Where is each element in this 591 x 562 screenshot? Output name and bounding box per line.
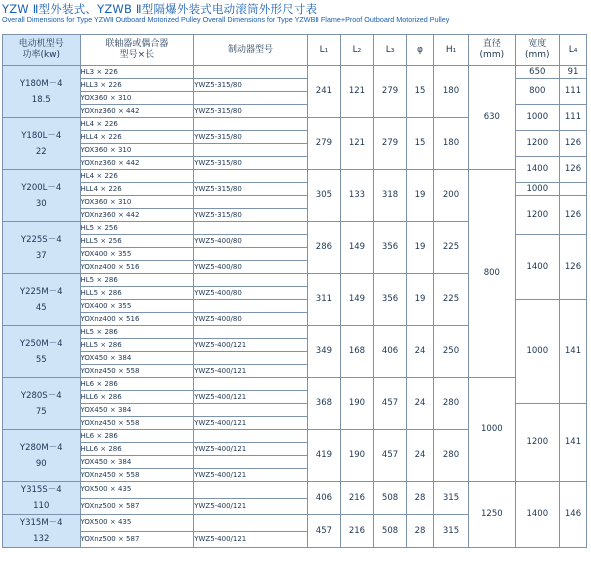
coupling-cell: HLL6 × 286 — [80, 391, 194, 404]
brake-cell — [194, 456, 308, 469]
l1-cell: 279 — [307, 118, 340, 170]
table-row — [3, 66, 587, 79]
l3-cell: 406 — [374, 326, 407, 378]
brake-cell — [194, 430, 308, 443]
h1-cell: 200 — [433, 170, 468, 222]
brake-cell — [194, 248, 308, 261]
h1-cell: 180 — [433, 118, 468, 170]
coupling-cell: HL5 × 286 — [80, 326, 194, 339]
motor-model: Y250M－4 — [19, 338, 63, 349]
width-cell: 800 — [515, 79, 559, 105]
header-l1: L₁ — [307, 35, 340, 66]
coupling-cell: HL5 × 286 — [80, 274, 194, 287]
coupling-cell: HLL3 × 226 — [80, 79, 194, 92]
coupling-cell: YOXnz450 × 558 — [80, 469, 194, 482]
motor-power: 18.5 — [31, 94, 51, 105]
motor-model: Y280M－4 — [19, 442, 63, 453]
l2-cell: 216 — [340, 515, 373, 548]
header-width: 宽度 (mm) — [515, 35, 559, 66]
coupling-cell: HLL5 × 286 — [80, 339, 194, 352]
motor-power: 22 — [35, 146, 47, 157]
motor-power: 75 — [35, 406, 47, 417]
coupling-cell: YOX450 × 384 — [80, 404, 194, 417]
table-row — [3, 378, 587, 391]
h1-cell: 180 — [433, 66, 468, 118]
l4-cell: 126 — [560, 235, 587, 300]
coupling-cell: YOXnz400 × 516 — [80, 313, 194, 326]
motor-model-cell — [3, 66, 81, 118]
l4-cell: 146 — [560, 482, 587, 548]
brake-cell: YWZ5-315/80 — [194, 79, 308, 92]
l4-cell: 141 — [560, 404, 587, 482]
motor-model: Y200L－4 — [21, 182, 62, 193]
brake-cell: YWZ5-315/80 — [194, 183, 308, 196]
l4-cell: 126 — [560, 157, 587, 183]
l3-cell: 508 — [374, 515, 407, 548]
brake-cell — [194, 92, 308, 105]
l3-cell: 356 — [374, 274, 407, 326]
l1-cell: 457 — [307, 515, 340, 548]
brake-cell — [194, 482, 308, 499]
l2-cell: 149 — [340, 222, 373, 274]
l3-cell: 457 — [374, 378, 407, 430]
motor-power: 45 — [35, 302, 47, 313]
motor-model: Y180L－4 — [21, 130, 62, 141]
l3-cell: 356 — [374, 222, 407, 274]
header-brake: 制动器型号 — [194, 35, 308, 66]
motor-model-cell — [3, 515, 81, 548]
phi-cell: 28 — [407, 482, 434, 515]
dimensions-table — [2, 34, 587, 548]
coupling-cell: YOX360 × 310 — [80, 92, 194, 105]
coupling-cell: YOX400 × 355 — [80, 248, 194, 261]
l4-cell — [560, 183, 587, 196]
l2-cell: 121 — [340, 118, 373, 170]
l4-cell: 126 — [560, 196, 587, 235]
brake-cell — [194, 196, 308, 209]
brake-cell: YWZ5-400/80 — [194, 261, 308, 274]
l4-cell: 111 — [560, 105, 587, 131]
motor-model: Y315S－4 — [20, 485, 62, 495]
brake-cell — [194, 300, 308, 313]
h1-cell: 225 — [433, 222, 468, 274]
coupling-cell: YOXnz500 × 587 — [80, 498, 194, 515]
brake-cell: YWZ5-400/80 — [194, 287, 308, 300]
motor-power: 110 — [33, 501, 50, 511]
l3-cell: 279 — [374, 66, 407, 118]
brake-cell: YWZ5-400/80 — [194, 313, 308, 326]
coupling-cell: HL6 × 286 — [80, 378, 194, 391]
brake-cell: YWZ5-400/121 — [194, 339, 308, 352]
coupling-cell: YOXnz400 × 516 — [80, 261, 194, 274]
l1-cell: 349 — [307, 326, 340, 378]
l3-cell: 457 — [374, 430, 407, 482]
brake-cell: YWZ5-400/80 — [194, 235, 308, 248]
motor-model-cell — [3, 430, 81, 482]
brake-cell: YWZ5-315/80 — [194, 131, 308, 144]
brake-cell: YWZ5-315/80 — [194, 157, 308, 170]
diameter-cell: 630 — [469, 66, 516, 170]
h1-cell: 315 — [433, 515, 468, 548]
h1-cell: 280 — [433, 378, 468, 430]
motor-model-cell — [3, 326, 81, 378]
width-cell: 1000 — [515, 105, 559, 131]
phi-cell: 24 — [407, 378, 434, 430]
l1-cell: 241 — [307, 66, 340, 118]
h1-cell: 315 — [433, 482, 468, 515]
l3-cell: 279 — [374, 118, 407, 170]
diameter-cell: 1250 — [469, 482, 516, 548]
l1-cell: 368 — [307, 378, 340, 430]
motor-model-cell — [3, 170, 81, 222]
header-diameter: 直径 (mm) — [469, 35, 516, 66]
header-h1: H₁ — [433, 35, 468, 66]
width-cell: 650 — [515, 66, 559, 79]
l4-cell: 91 — [560, 66, 587, 79]
l2-cell: 121 — [340, 66, 373, 118]
width-cell: 1000 — [515, 300, 559, 404]
brake-cell: YWZ5-400/121 — [194, 365, 308, 378]
header-motor: 电动机型号 功率(kw) — [3, 35, 81, 66]
l3-cell: 318 — [374, 170, 407, 222]
page-title: YZW Ⅱ型外装式、YZWB Ⅱ型隔爆外装式电动滚筒外形尺寸表 — [2, 2, 318, 16]
motor-model-cell — [3, 378, 81, 430]
l1-cell: 311 — [307, 274, 340, 326]
coupling-cell: HLL4 × 226 — [80, 183, 194, 196]
table-row — [3, 482, 587, 499]
coupling-cell: YOX500 × 435 — [80, 515, 194, 532]
motor-model: Y315M－4 — [19, 518, 63, 528]
diameter-cell: 800 — [469, 170, 516, 378]
h1-cell: 280 — [433, 430, 468, 482]
brake-cell — [194, 222, 308, 235]
motor-model: Y280S－4 — [20, 390, 62, 401]
coupling-cell: HL4 × 226 — [80, 118, 194, 131]
coupling-cell: HLL5 × 256 — [80, 235, 194, 248]
motor-model: Y180M－4 — [19, 78, 63, 89]
l2-cell: 168 — [340, 326, 373, 378]
h1-cell: 225 — [433, 274, 468, 326]
width-cell: 1200 — [515, 404, 559, 482]
phi-cell: 24 — [407, 326, 434, 378]
motor-model-cell — [3, 482, 81, 515]
brake-cell: YWZ5-315/80 — [194, 105, 308, 118]
brake-cell: YWZ5-400/121 — [194, 417, 308, 430]
l1-cell: 305 — [307, 170, 340, 222]
motor-model-cell — [3, 222, 81, 274]
motor-power: 30 — [35, 198, 47, 209]
l1-cell: 419 — [307, 430, 340, 482]
page-subtitle: Overall Dimensions for Type YZWⅡ Outboard Motorized Pulley Overall Dimensions for Type YZWBⅡ Flame+Proof Outboard Motorized Pulley — [2, 15, 450, 24]
l2-cell: 190 — [340, 430, 373, 482]
motor-model-cell — [3, 274, 81, 326]
coupling-cell: YOXnz450 × 558 — [80, 365, 194, 378]
l1-cell: 406 — [307, 482, 340, 515]
coupling-cell: YOXnz450 × 558 — [80, 417, 194, 430]
motor-power: 132 — [33, 534, 50, 544]
phi-cell: 19 — [407, 222, 434, 274]
diameter-cell: 1000 — [469, 378, 516, 482]
brake-cell — [194, 170, 308, 183]
l3-cell: 508 — [374, 482, 407, 515]
coupling-cell: YOXnz360 × 442 — [80, 105, 194, 118]
coupling-cell: YOXnz360 × 442 — [80, 157, 194, 170]
header-l3: L₃ — [374, 35, 407, 66]
coupling-cell: YOXnz360 × 442 — [80, 209, 194, 222]
width-cell: 1400 — [515, 157, 559, 183]
brake-cell — [194, 326, 308, 339]
coupling-cell: HL3 × 226 — [80, 66, 194, 79]
coupling-cell: YOX360 × 310 — [80, 196, 194, 209]
motor-power: 55 — [35, 354, 47, 365]
coupling-cell: YOX400 × 355 — [80, 300, 194, 313]
brake-cell — [194, 66, 308, 79]
coupling-cell: YOX500 × 435 — [80, 482, 194, 499]
width-cell: 1200 — [515, 131, 559, 157]
brake-cell: YWZ5-400/121 — [194, 443, 308, 456]
header-phi: φ — [407, 35, 434, 66]
phi-cell: 19 — [407, 170, 434, 222]
l4-cell: 126 — [560, 131, 587, 157]
width-cell: 1400 — [515, 235, 559, 300]
brake-cell — [194, 144, 308, 157]
l2-cell: 190 — [340, 378, 373, 430]
motor-model-cell — [3, 118, 81, 170]
coupling-cell: YOX450 × 384 — [80, 352, 194, 365]
width-cell: 1200 — [515, 196, 559, 235]
l2-cell: 149 — [340, 274, 373, 326]
l4-cell: 111 — [560, 79, 587, 105]
brake-cell — [194, 404, 308, 417]
coupling-cell: YOX450 × 384 — [80, 456, 194, 469]
header-coupling: 联轴器或偶合器 型号×长 — [80, 35, 194, 66]
brake-cell — [194, 378, 308, 391]
h1-cell: 250 — [433, 326, 468, 378]
l1-cell: 286 — [307, 222, 340, 274]
brake-cell — [194, 118, 308, 131]
width-cell: 1400 — [515, 482, 559, 548]
phi-cell: 15 — [407, 66, 434, 118]
brake-cell — [194, 274, 308, 287]
motor-power: 37 — [35, 250, 47, 261]
l2-cell: 216 — [340, 482, 373, 515]
brake-cell: YWZ5-400/121 — [194, 531, 308, 548]
motor-model: Y225S－4 — [20, 234, 62, 245]
coupling-cell: HL4 × 226 — [80, 170, 194, 183]
phi-cell: 24 — [407, 430, 434, 482]
phi-cell: 28 — [407, 515, 434, 548]
l4-cell: 141 — [560, 300, 587, 404]
phi-cell: 15 — [407, 118, 434, 170]
brake-cell — [194, 515, 308, 532]
brake-cell: YWZ5-400/121 — [194, 498, 308, 515]
coupling-cell: HLL4 × 226 — [80, 131, 194, 144]
l2-cell: 133 — [340, 170, 373, 222]
coupling-cell: HLL5 × 286 — [80, 287, 194, 300]
motor-model: Y225M－4 — [19, 286, 63, 297]
coupling-cell: YOX360 × 310 — [80, 144, 194, 157]
coupling-cell: HL6 × 286 — [80, 430, 194, 443]
header-l2: L₂ — [340, 35, 373, 66]
coupling-cell: YOXnz500 × 587 — [80, 531, 194, 548]
brake-cell: YWZ5-315/80 — [194, 209, 308, 222]
phi-cell: 19 — [407, 274, 434, 326]
brake-cell: YWZ5-400/121 — [194, 391, 308, 404]
brake-cell — [194, 352, 308, 365]
coupling-cell: HLL6 × 286 — [80, 443, 194, 456]
width-cell: 1000 — [515, 183, 559, 196]
header-l4: L₄ — [560, 35, 587, 66]
table-row — [3, 170, 587, 183]
brake-cell: YWZ5-400/121 — [194, 469, 308, 482]
motor-power: 90 — [35, 458, 47, 469]
coupling-cell: HL5 × 256 — [80, 222, 194, 235]
